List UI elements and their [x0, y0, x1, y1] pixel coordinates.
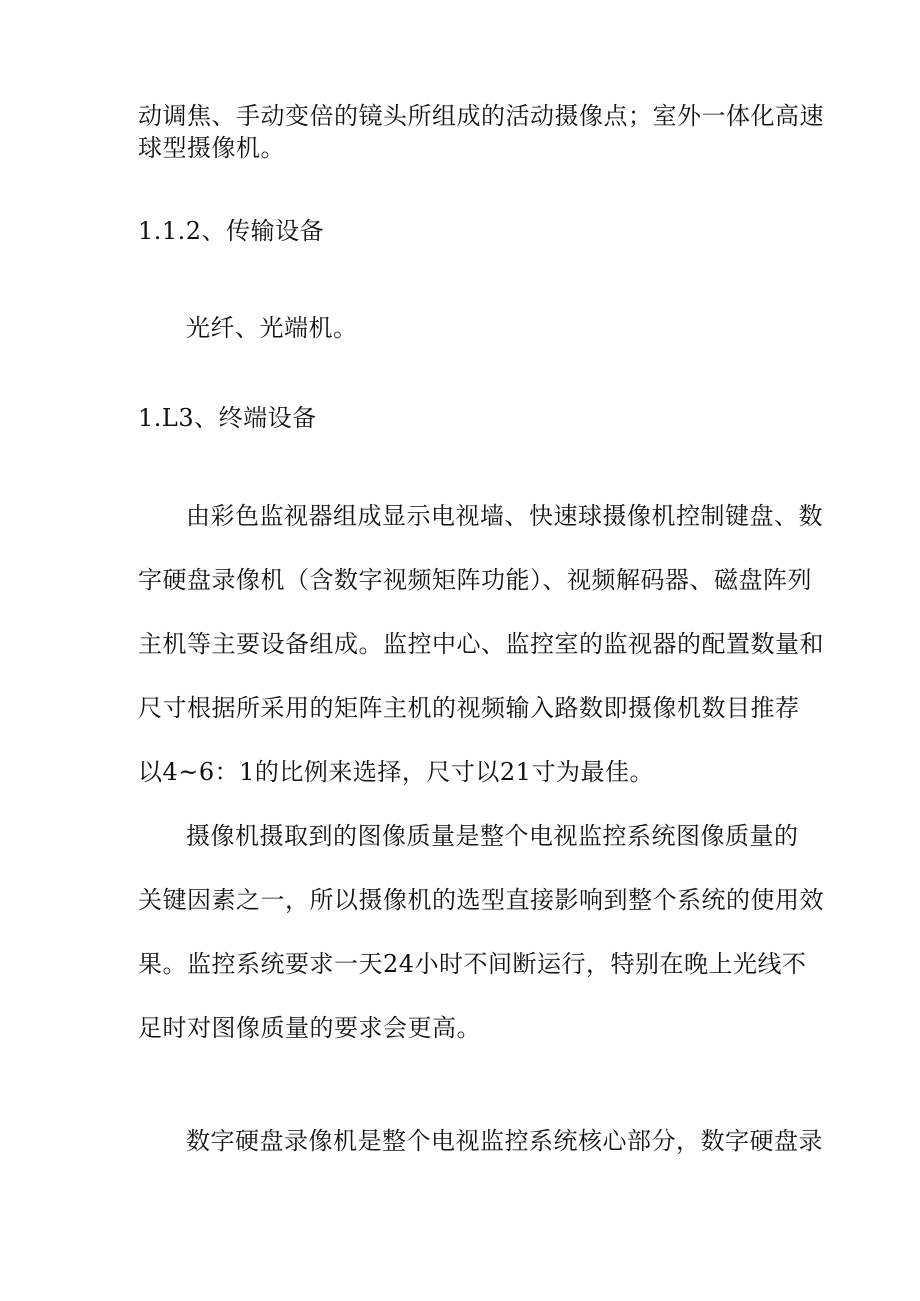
paragraph-line: 主机等主要设备组成。监控中心、监控室的监视器的配置数量和	[138, 630, 824, 658]
paragraph-line: 摄像机摄取到的图像质量是整个电视监控系统图像质量的	[186, 822, 799, 850]
paragraph-line: 光纤、光端机。	[186, 314, 358, 342]
paragraph-line: 关键因素之一，所以摄像机的选型直接影响到整个系统的使用效	[138, 886, 824, 914]
paragraph-line: 字硬盘录像机（含数字视频矩阵功能）、视频解码器、磁盘阵列	[138, 566, 812, 594]
paragraph-line: 数字硬盘录像机是整个电视监控系统核心部分，数字硬盘录	[186, 1127, 823, 1155]
section-heading: 1.L3、终端设备	[138, 404, 317, 432]
paragraph-line: 以4~6：1的比例来选择，尺寸以21寸为最佳。	[138, 758, 654, 786]
paragraph-line: 尺寸根据所采用的矩阵主机的视频输入路数即摄像机数目推荐	[138, 694, 800, 722]
paragraph-line: 足时对图像质量的要求会更高。	[138, 1014, 481, 1042]
paragraph-line: 由彩色监视器组成显示电视墙、快速球摄像机控制键盘、数	[186, 502, 823, 530]
paragraph-line: 果。监控系统要求一天24小时不间断运行，特别在晚上光线不	[138, 950, 807, 978]
paragraph-line: 动调焦、手动变倍的镜头所组成的活动摄像点；室外一体化高速	[138, 102, 824, 130]
section-heading: 1.1.2、传输设备	[138, 217, 325, 245]
paragraph-line: 球型摄像机。	[138, 134, 285, 162]
